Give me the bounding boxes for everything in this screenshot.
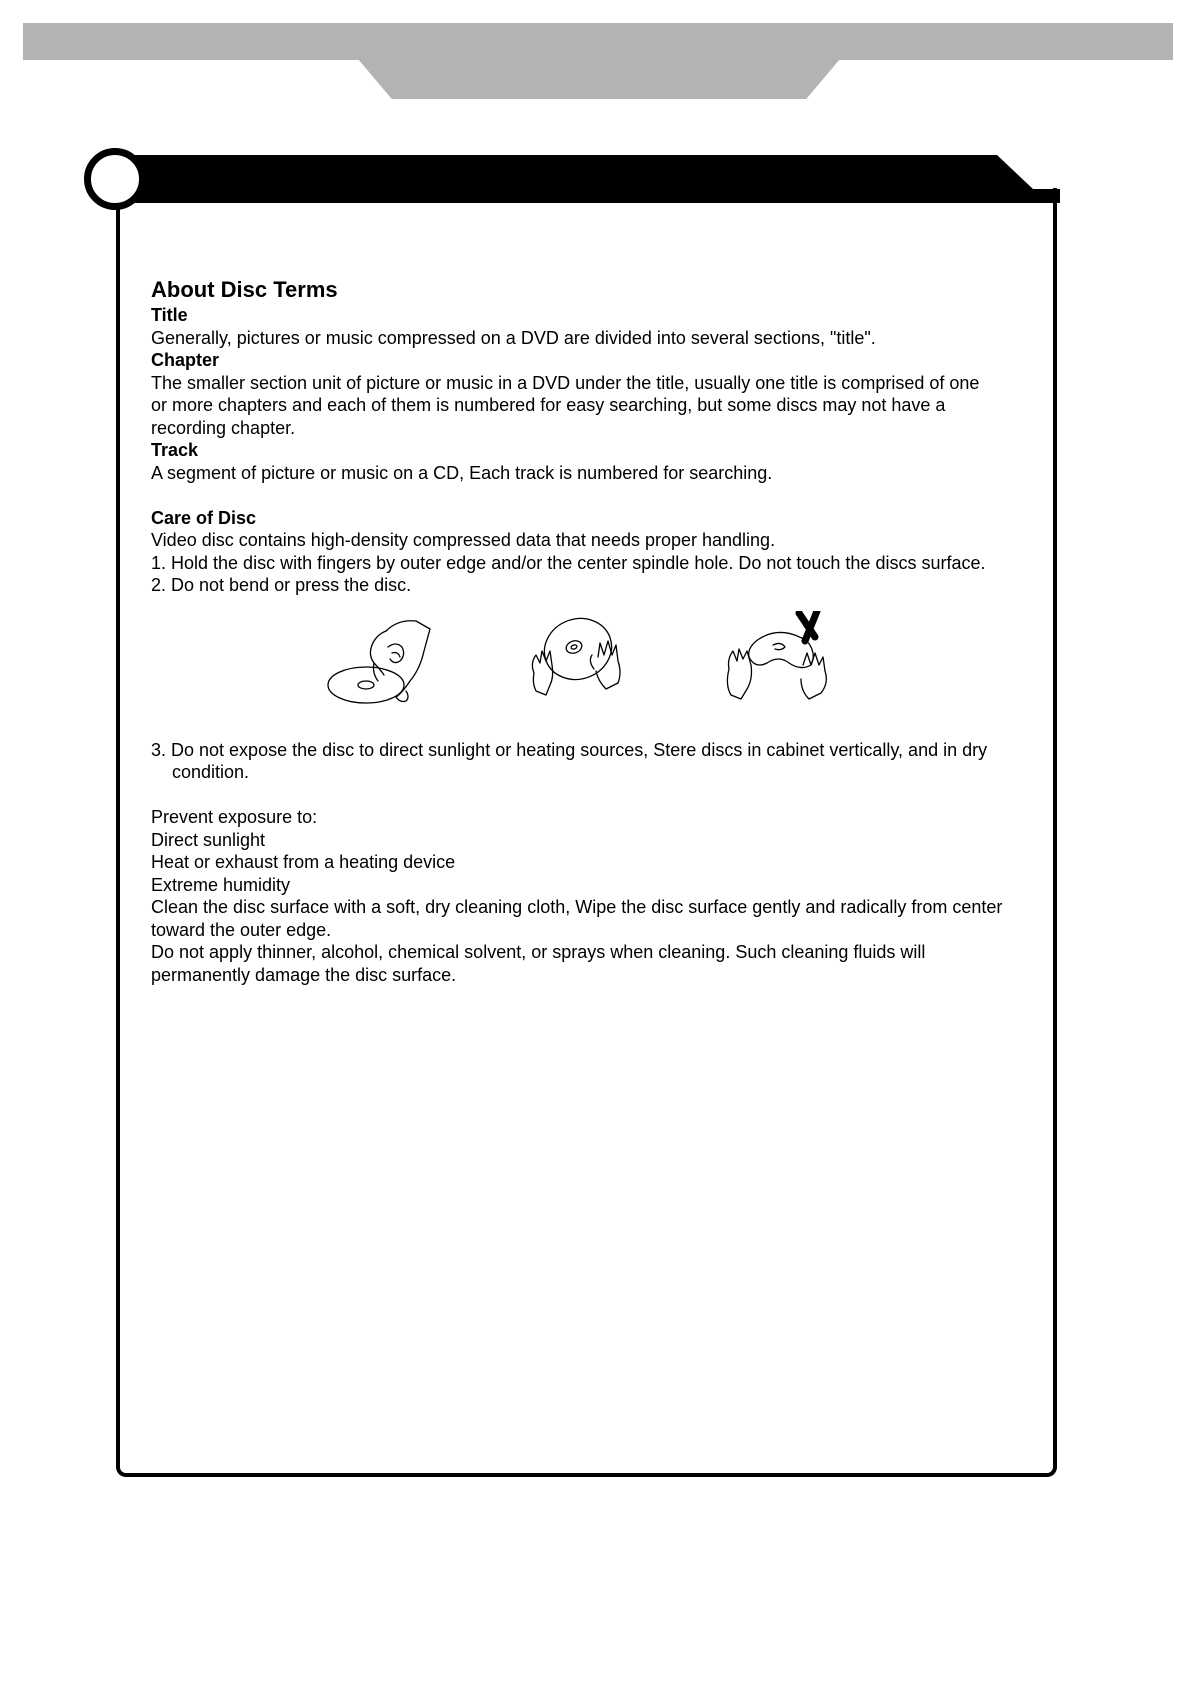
clean-instruction-2: toward the outer edge. <box>151 919 332 940</box>
header-bar <box>120 155 1060 203</box>
prevent-item: Direct sunlight <box>151 829 266 850</box>
prevent-exposure-label: Prevent exposure to: <box>151 807 318 827</box>
top-tab <box>358 59 840 99</box>
care-item-1: 1. Hold the disc with fingers by outer edge and/or the center spindle hole. Do not touch the discs surface. <box>151 552 986 573</box>
disc-handling-illustrations <box>151 597 1051 739</box>
prevent-item: Extreme humidity <box>151 874 291 895</box>
page-content <box>151 276 1051 986</box>
chapter-term-text-3: recording chapter. <box>151 417 296 438</box>
care-item-3-line-1: 3. Do not expose the disc to direct sunlight or heating sources, Stere discs in cabinet vertically, and in dry <box>151 739 988 760</box>
hold-disc-edge-illustration <box>326 611 446 711</box>
bend-disc-prohibited-illustration <box>721 611 841 715</box>
care-of-disc-heading: Care of Disc <box>151 507 257 528</box>
about-disc-terms-heading: About Disc Terms <box>151 277 338 302</box>
chapter-term-label: Chapter <box>151 350 220 370</box>
track-term-text: A segment of picture or music on a CD, Each track is numbered for searching. <box>151 462 773 483</box>
cleaning-warning-1: Do not apply thinner, alcohol, chemical solvent, or sprays when cleaning. Such cleaning fluids will <box>151 942 926 962</box>
two-hands-disc-illustration <box>526 611 636 711</box>
track-term-label: Track <box>151 440 199 460</box>
top-band <box>23 23 1173 60</box>
care-intro: Video disc contains high-density compressed data that needs proper handling. <box>151 530 776 550</box>
chapter-term-text-2: or more chapters and each of them is numbered for easy searching, but some discs may not have a <box>151 395 946 415</box>
title-term-label: Title <box>151 305 188 325</box>
clean-instruction-1: Clean the disc surface with a soft, dry cleaning cloth, Wipe the disc surface gently and radically from center <box>151 897 1003 917</box>
cleaning-warning-2: permanently damage the disc surface. <box>151 964 457 985</box>
chapter-term-text-1: The smaller section unit of picture or music in a DVD under the title, usually one title is comprised of one <box>151 372 980 393</box>
care-item-2: 2. Do not bend or press the disc. <box>151 575 412 595</box>
care-item-3-line-2: condition. <box>172 762 250 782</box>
prevent-item: Heat or exhaust from a heating device <box>151 852 456 872</box>
header-circle <box>84 148 146 210</box>
title-term-text: Generally, pictures or music compressed on a DVD are divided into several sections, "title". <box>151 327 876 348</box>
